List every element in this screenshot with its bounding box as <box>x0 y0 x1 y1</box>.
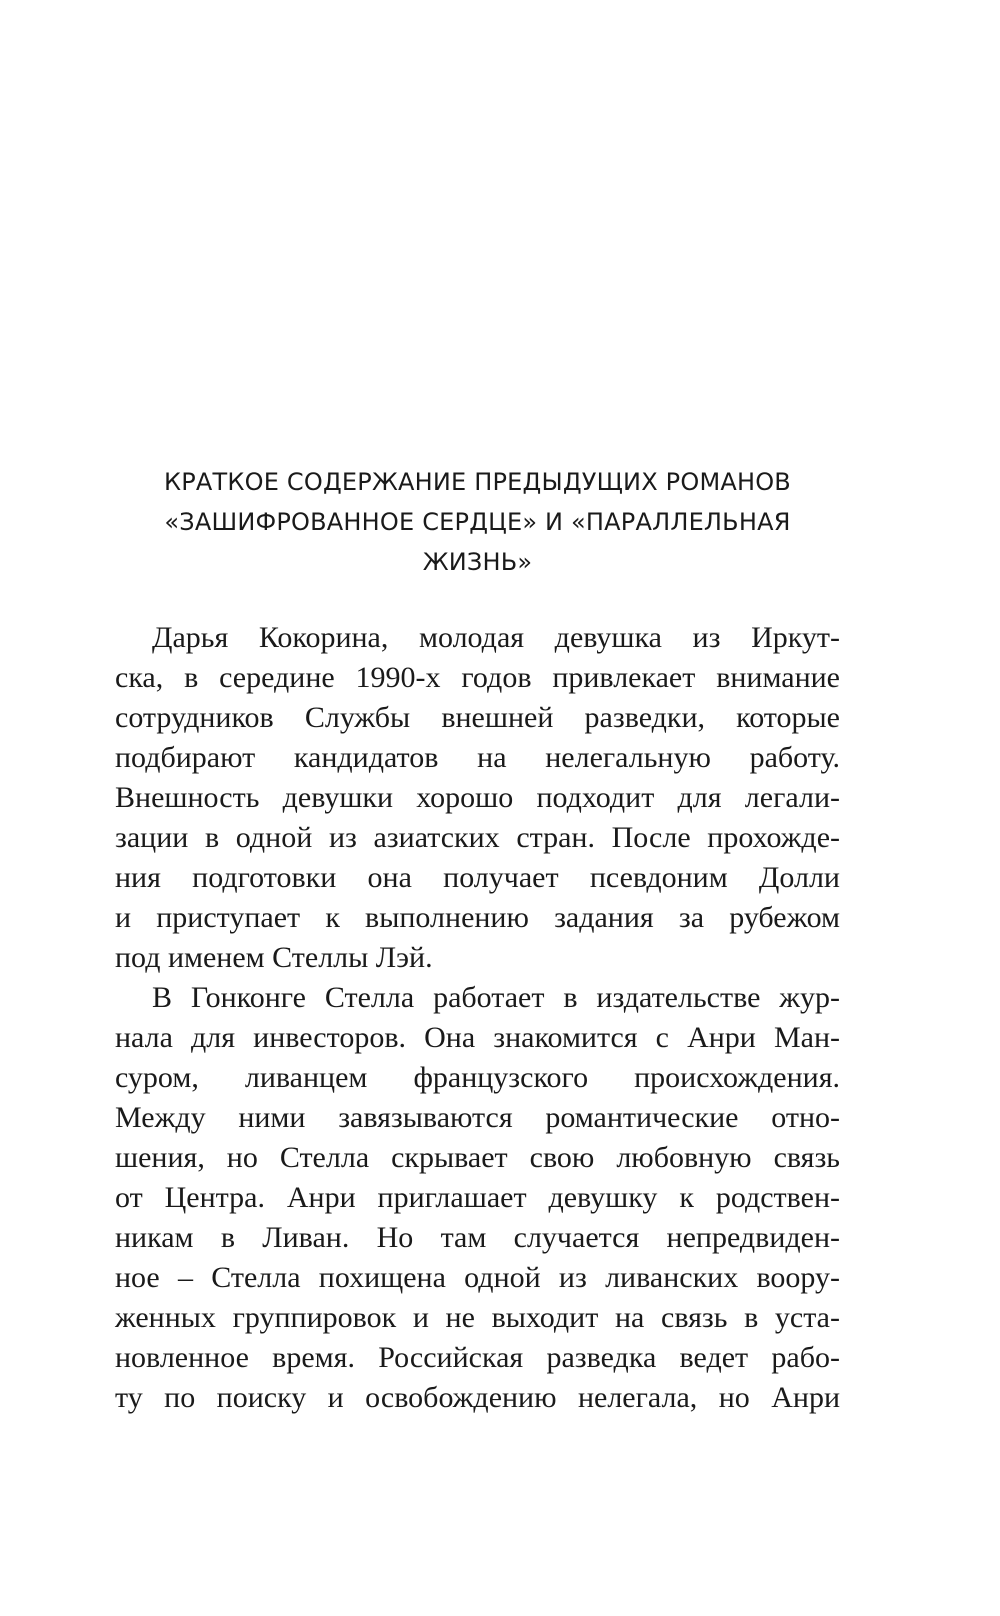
text-line: Внешность девушки хорошо подходит для легали- <box>115 781 840 814</box>
text-line: В Гонконге Стелла работает в издательстве жур- <box>152 981 840 1014</box>
chapter-heading <box>110 462 845 582</box>
text-line: суром, ливанцем французского происхождения. <box>115 1061 840 1094</box>
text-line: ска, в середине 1990-х годов привлекает внимание <box>115 661 840 694</box>
text-line: Дарья Кокорина, молодая девушка из Иркут- <box>152 621 840 654</box>
heading-line: КРАТКОЕ СОДЕРЖАНИЕ ПРЕДЫДУЩИХ РОМАНОВ <box>164 468 791 496</box>
text-line: женных группировок и не выходит на связь в уста- <box>115 1301 840 1334</box>
heading-line: «ЗАШИФРОВАННОЕ СЕРДЦЕ» И «ПАРАЛЛЕЛЬНАЯ <box>164 508 791 536</box>
text-line: Между ними завязываются романтические отно- <box>115 1101 840 1134</box>
text-line: подбирают кандидатов на нелегальную работу. <box>115 741 840 774</box>
text-line: и приступает к выполнению задания за рубежом <box>115 901 840 934</box>
text-line: сотрудников Службы внешней разведки, которые <box>115 701 840 734</box>
text-line: нала для инвесторов. Она знакомится с Анри Ман- <box>115 1021 840 1054</box>
text-line: никам в Ливан. Но там случается непредвиден- <box>115 1221 840 1254</box>
text-line: зации в одной из азиатских стран. После прохожде- <box>115 821 840 854</box>
text-line: под именем Стеллы Лэй. <box>115 941 433 974</box>
text-line: ту по поиску и освобождению нелегала, но Анри <box>115 1381 840 1414</box>
text-line: ное – Стелла похищена одной из ливанских воору- <box>115 1261 840 1294</box>
paragraph <box>115 978 840 1418</box>
text-line: новленное время. Российская разведка ведет рабо- <box>115 1341 840 1374</box>
heading-line: ЖИЗНЬ» <box>422 548 533 576</box>
body-text <box>115 618 840 1418</box>
text-line: от Центра. Анри приглашает девушку к родствен- <box>115 1181 840 1214</box>
text-line: шения, но Стелла скрывает свою любовную связь <box>115 1141 840 1174</box>
text-line: ния подготовки она получает псевдоним Долли <box>115 861 840 894</box>
paragraph <box>115 618 840 978</box>
